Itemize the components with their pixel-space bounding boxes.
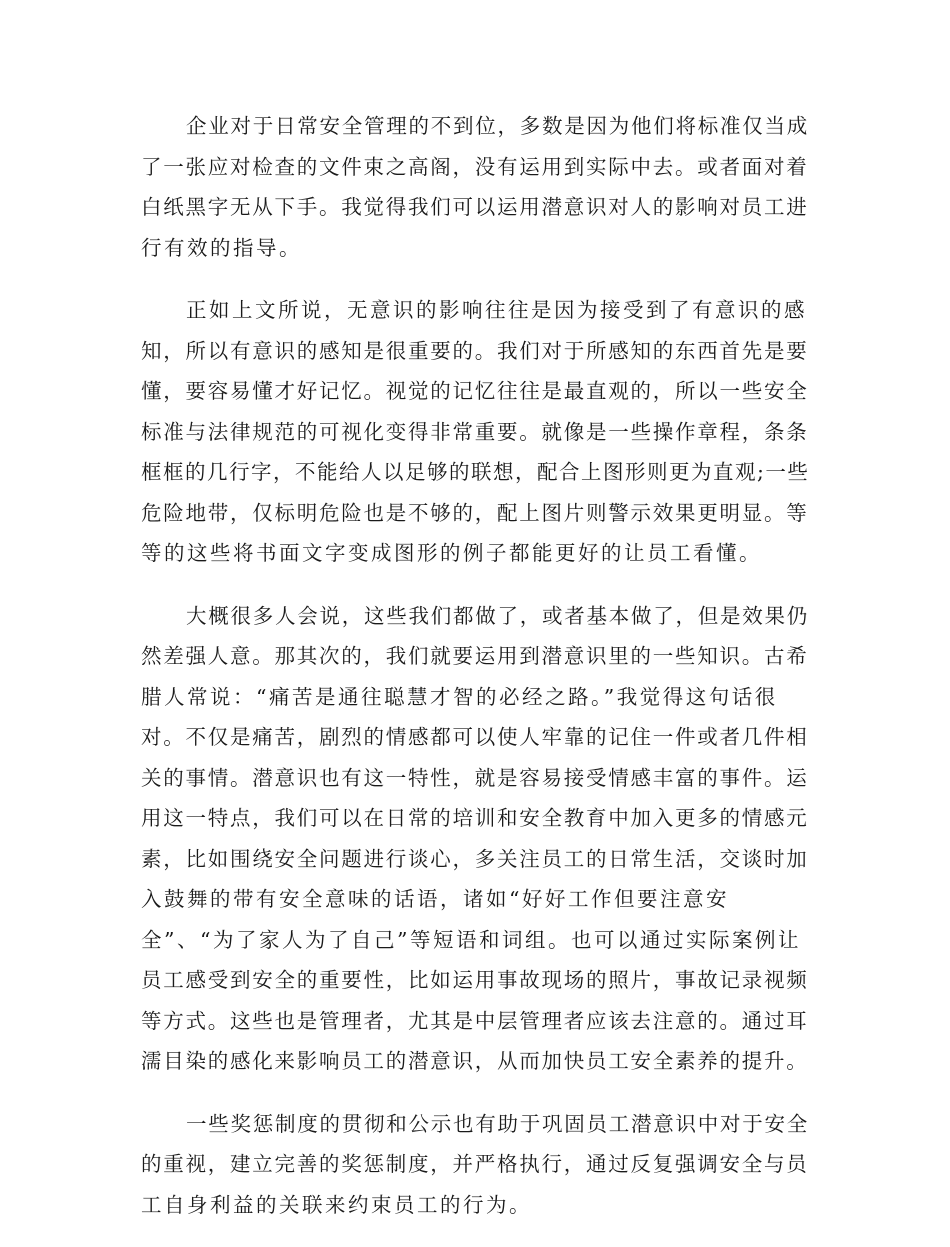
text-line: 等的这些将书面文字变成图形的例子都能更好的让员工看懂。 (141, 541, 762, 565)
text-line: 白纸黑字无从下手。我觉得我们可以运用潜意识对人的影响对员工进 (141, 195, 809, 219)
text-line: 懂，要容易懂才好记忆。视觉的记忆往往是最直观的，所以一些安全 (141, 379, 809, 403)
text-line: 危险地带，仅标明危险也是不够的，配上图片则警示效果更明显。等 (141, 500, 809, 525)
text-line: 框框的几行字，不能给人以足够的联想，配合上图形则更为直观;一些 (141, 460, 810, 484)
text-line: 企业对于日常安全管理的不到位，多数是因为他们将标准仅当成 (186, 114, 809, 138)
text-line: 对。不仅是痛苦，剧烈的情感都可以使人牢靠的记住一件或者几件相 (141, 725, 809, 749)
text-line: 一些奖惩制度的贯彻和公示也有助于巩固员工潜意识中对于安全 (186, 1111, 809, 1136)
text-line: 然差强人意。那其次的，我们就要运用到潜意识里的一些知识。古希 (141, 644, 809, 668)
text-line: 等方式。这些也是管理者，尤其是中层管理者应该去注意的。通过耳 (141, 1008, 809, 1033)
paragraph-1 (141, 106, 811, 268)
paragraph-3 (141, 596, 811, 1082)
paragraph-2 (141, 290, 811, 574)
text-line: 入鼓舞的带有安全意味的话语，诸如“好好工作但要注意安 (141, 887, 729, 911)
text-line: 的重视，建立完善的奖惩制度，并严格执行，通过反复强调安全与员 (141, 1152, 809, 1176)
text-line: 员工感受到安全的重要性，比如运用事故现场的照片，事故记录视频 (141, 968, 809, 992)
text-line: 行有效的指导。 (141, 235, 302, 260)
text-line: 大概很多人会说，这些我们都做了，或者基本做了，但是效果仍 (186, 603, 809, 628)
document-body (141, 106, 811, 1247)
text-line: 关的事情。潜意识也有这一特性，就是容易接受情感丰富的事件。运 (141, 765, 809, 790)
text-line: 正如上文所说，无意识的影响往往是因为接受到了有意识的感 (186, 298, 807, 322)
text-line: 知，所以有意识的感知是很重要的。我们对于所感知的东西首先是要 (141, 338, 809, 363)
text-line: 濡目染的感化来影响员工的潜意识，从而加快员工安全素养的提升。 (141, 1049, 809, 1073)
text-line: 用这一特点，我们可以在日常的培训和安全教育中加入更多的情感元 (141, 806, 809, 830)
text-line: 了一张应对检查的文件束之高阁，没有运用到实际中去。或者面对着 (141, 154, 809, 179)
text-line: 标准与法律规范的可视化变得非常重要。就像是一些操作章程，条条 (141, 419, 809, 444)
text-line: 全”、“为了家人为了自己”等短语和词组。也可以通过实际案例让 (141, 927, 801, 952)
text-line: 素，比如围绕安全问题进行谈心，多关注员工的日常生活，交谈时加 (141, 846, 809, 871)
paragraph-4 (141, 1104, 811, 1226)
text-line: 工自身利益的关联来约束员工的行为。 (141, 1192, 532, 1217)
text-line: 腊人常说：“痛苦是通往聪慧才智的必经之路。”我觉得这句话很 (141, 684, 778, 709)
